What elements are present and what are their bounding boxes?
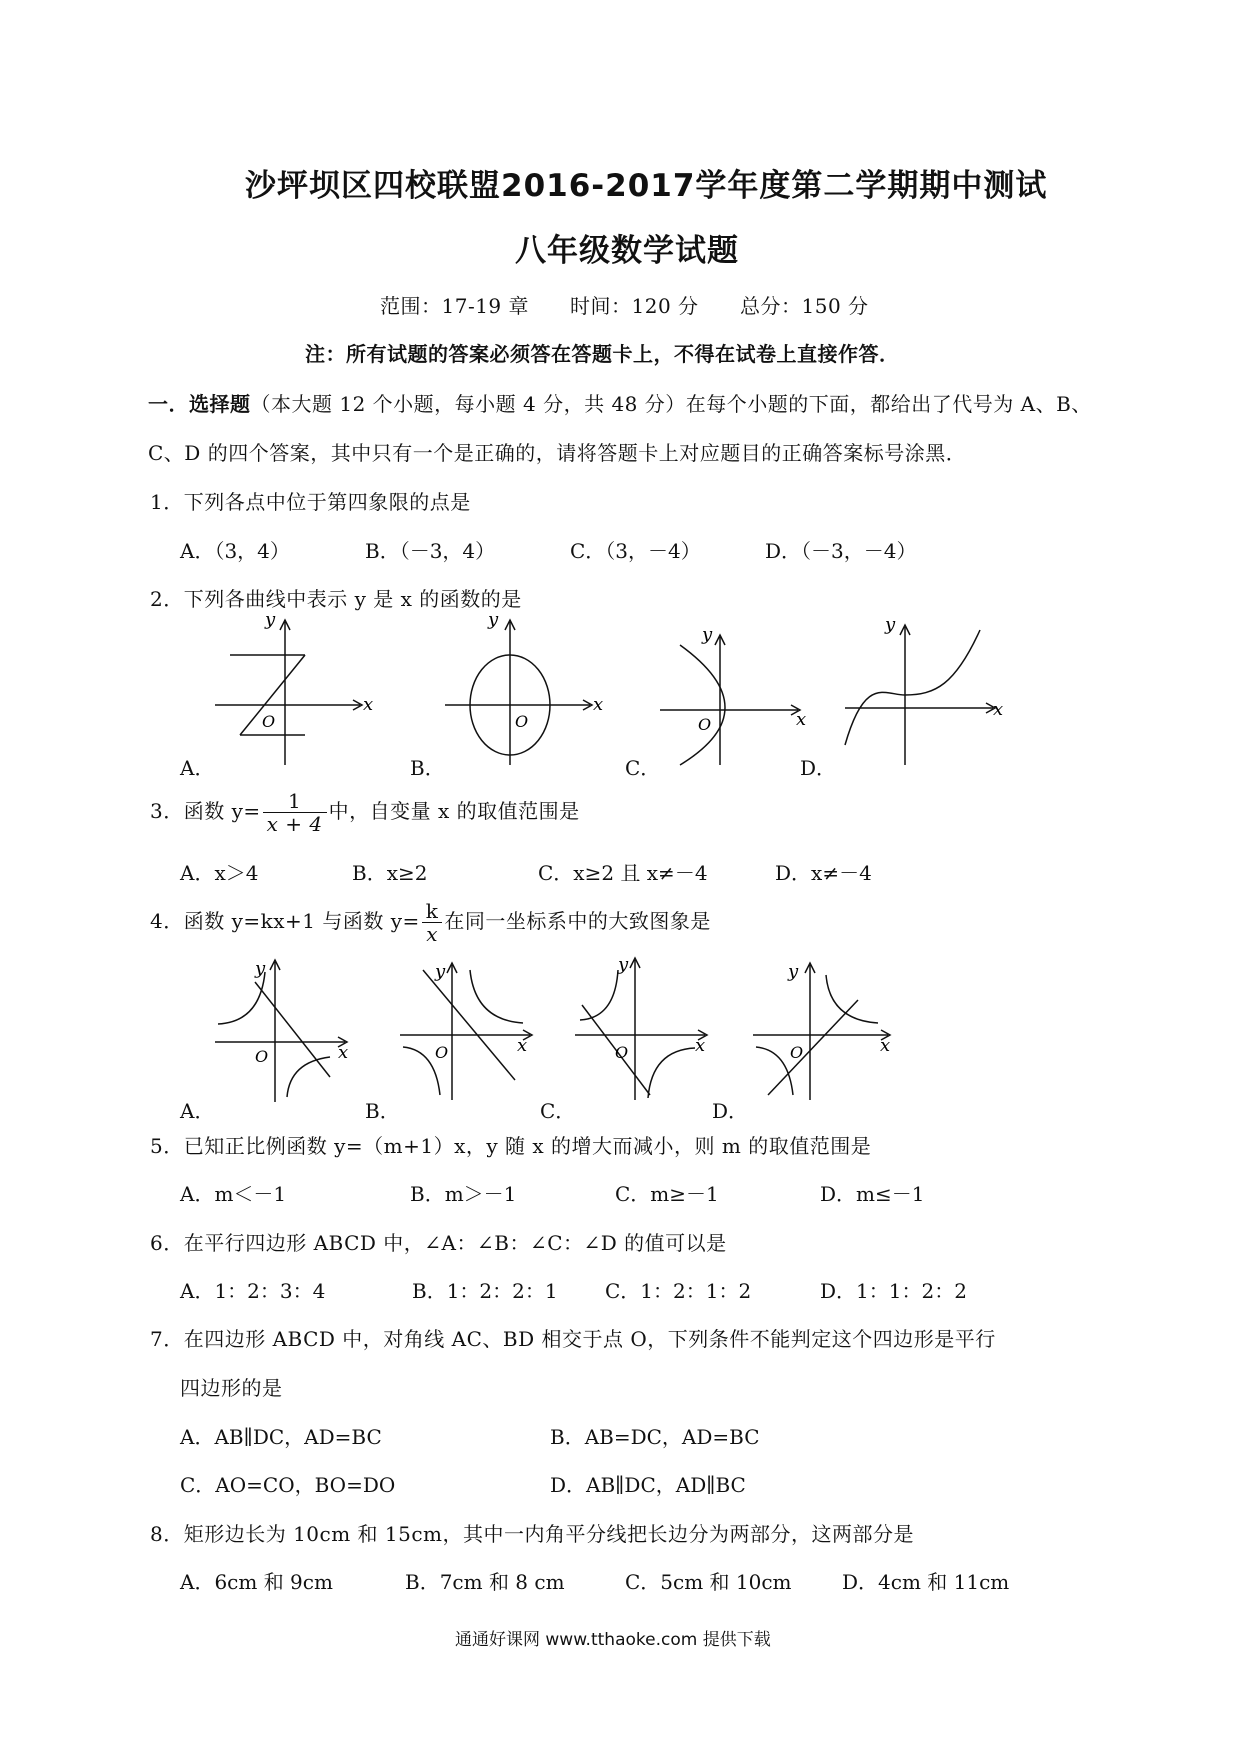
axis-x-label: x — [796, 709, 807, 730]
q5-option-a: A．m＜－1 — [180, 1182, 287, 1206]
q4-graph-c — [570, 950, 720, 1105]
axis-y-label: y — [788, 961, 799, 982]
q3-stem-pre: 3．函数 y= — [150, 799, 261, 823]
axis-x-label: x — [338, 1042, 349, 1063]
origin-label: O — [515, 712, 529, 731]
q7-stem-line2: 四边形的是 — [180, 1376, 283, 1400]
q2-option-b: B． — [410, 756, 445, 780]
exam-subtitle: 八年级数学试题 — [515, 233, 739, 269]
q2-option-d: D． — [800, 756, 837, 780]
q2-graph-d — [835, 615, 1005, 770]
q6-option-a: A．1：2：3：4 — [180, 1279, 326, 1303]
axis-x-label: x — [880, 1035, 891, 1056]
q3-option-d: D．x≠－4 — [775, 861, 872, 885]
q4-option-d: D． — [712, 1099, 749, 1123]
q3-numerator: 1 — [263, 790, 327, 813]
q8-option-a: A．6cm 和 9cm — [180, 1570, 333, 1594]
origin-label: O — [615, 1043, 629, 1062]
origin-label: O — [698, 715, 712, 734]
axis-x-label: x — [517, 1035, 528, 1056]
q4-stem — [150, 900, 711, 945]
q1-option-a: A．（3，4） — [180, 539, 290, 563]
q8-option-d: D．4cm 和 11cm — [842, 1570, 1010, 1594]
q8-stem: 8．矩形边长为 10cm 和 15cm，其中一内角平分线把长边分为两部分，这两部分是 — [150, 1522, 915, 1546]
q4-denominator: x — [426, 922, 438, 946]
q6-option-c: C．1：2：1：2 — [605, 1279, 752, 1303]
q3-denominator: x + 4 — [266, 812, 323, 836]
q1-stem: 1．下列各点中位于第四象限的点是 — [150, 490, 471, 514]
q5-option-d: D．m≤－1 — [820, 1182, 925, 1206]
axis-x-label: x — [695, 1035, 706, 1056]
q4-stem-pre: 4．函数 y=kx+1 与函数 y= — [150, 909, 420, 933]
axis-y-label: y — [265, 610, 276, 630]
section-heading: 一．选择题 — [148, 392, 251, 416]
axis-x-label: x — [993, 699, 1004, 720]
q3-option-a: A．x＞4 — [180, 861, 259, 885]
exam-note: 注：所有试题的答案必须答在答题卡上，不得在试卷上直接作答． — [305, 342, 900, 366]
footer-download-note: 通通好课网 www.tthaoke.com 提供下载 — [455, 1630, 771, 1650]
axis-x-label: x — [363, 694, 374, 715]
q3-stem-post: 中，自变量 x 的取值范围是 — [328, 799, 580, 823]
q3-stem — [150, 790, 580, 835]
axis-y-label: y — [255, 958, 266, 979]
q1-option-b: B．（－3，4） — [365, 539, 496, 563]
q4-fraction — [422, 900, 443, 945]
axis-y-label: y — [885, 615, 896, 635]
q8-option-b: B．7cm 和 8 cm — [405, 1570, 565, 1594]
q8-option-c: C．5cm 和 10cm — [625, 1570, 792, 1594]
q6-stem: 6．在平行四边形 ABCD 中，∠A：∠B：∠C：∠D 的值可以是 — [150, 1231, 727, 1255]
q3-option-b: B．x≥2 — [352, 861, 428, 885]
q2-option-a: A． — [180, 756, 215, 780]
q2-graph-b — [440, 610, 610, 770]
exam-title: 沙坪坝区四校联盟2016-2017学年度第二学期期中测试 — [245, 168, 1048, 204]
section-intro-text: （本大题 12 个小题，每小题 4 分，共 48 分）在每个小题的下面，都给出了代号为 A、B、 — [250, 392, 1092, 416]
q4-graph-b — [395, 955, 545, 1105]
q2-option-c: C． — [625, 756, 661, 780]
q6-option-b: B．1：2：2：1 — [412, 1279, 558, 1303]
origin-label: O — [255, 1047, 269, 1066]
q4-stem-post: 在同一坐标系中的大致图象是 — [444, 909, 711, 933]
q3-fraction — [263, 790, 327, 835]
section-intro-line2: C、D 的四个答案，其中只有一个是正确的，请将答题卡上对应题目的正确答案标号涂黑． — [148, 441, 967, 465]
q1-option-d: D．（－3，－4） — [765, 539, 917, 563]
exam-scope: 范围：17-19 章 — [380, 294, 530, 318]
q7-option-a: A．AB∥DC，AD=BC — [180, 1425, 382, 1449]
q4-numerator: k — [422, 900, 443, 923]
q2-stem: 2．下列各曲线中表示 y 是 x 的函数的是 — [150, 587, 522, 611]
axis-y-label: y — [618, 954, 629, 975]
q5-stem: 5．已知正比例函数 y=（m+1）x，y 随 x 的增大而减小，则 m 的取值范围是 — [150, 1134, 872, 1158]
axis-y-label: y — [435, 961, 446, 982]
q6-option-d: D．1：1：2：2 — [820, 1279, 967, 1303]
q5-option-b: B．m＞－1 — [410, 1182, 517, 1206]
origin-label: O — [790, 1043, 804, 1062]
axis-y-label: y — [702, 625, 713, 645]
q5-option-c: C．m≥－1 — [615, 1182, 719, 1206]
q1-option-c: C．（3，－4） — [570, 539, 701, 563]
q2-graph-c — [650, 625, 810, 770]
q7-option-c: C．AO=CO，BO=DO — [180, 1473, 396, 1497]
exam-time: 时间：120 分 — [570, 294, 699, 318]
q4-graph-d — [748, 955, 898, 1105]
exam-total: 总分：150 分 — [740, 294, 869, 318]
origin-label: O — [435, 1043, 449, 1062]
q4-option-b: B． — [365, 1099, 400, 1123]
axis-y-label: y — [488, 610, 499, 630]
axis-x-label: x — [593, 694, 604, 715]
q2-graph-a — [210, 610, 380, 770]
q4-option-a: A． — [180, 1099, 215, 1123]
section-intro-line1 — [148, 388, 1092, 417]
q4-option-c: C． — [540, 1099, 576, 1123]
q7-stem-line1: 7．在四边形 ABCD 中，对角线 AC、BD 相交于点 O，下列条件不能判定这个四边形是平行 — [150, 1327, 996, 1351]
q7-option-b: B．AB=DC，AD=BC — [550, 1425, 760, 1449]
q3-option-c: C．x≥2 且 x≠－4 — [538, 861, 708, 885]
origin-label: O — [262, 712, 276, 731]
q4-graph-a — [210, 952, 360, 1107]
q7-option-d: D．AB∥DC，AD∥BC — [550, 1473, 746, 1497]
